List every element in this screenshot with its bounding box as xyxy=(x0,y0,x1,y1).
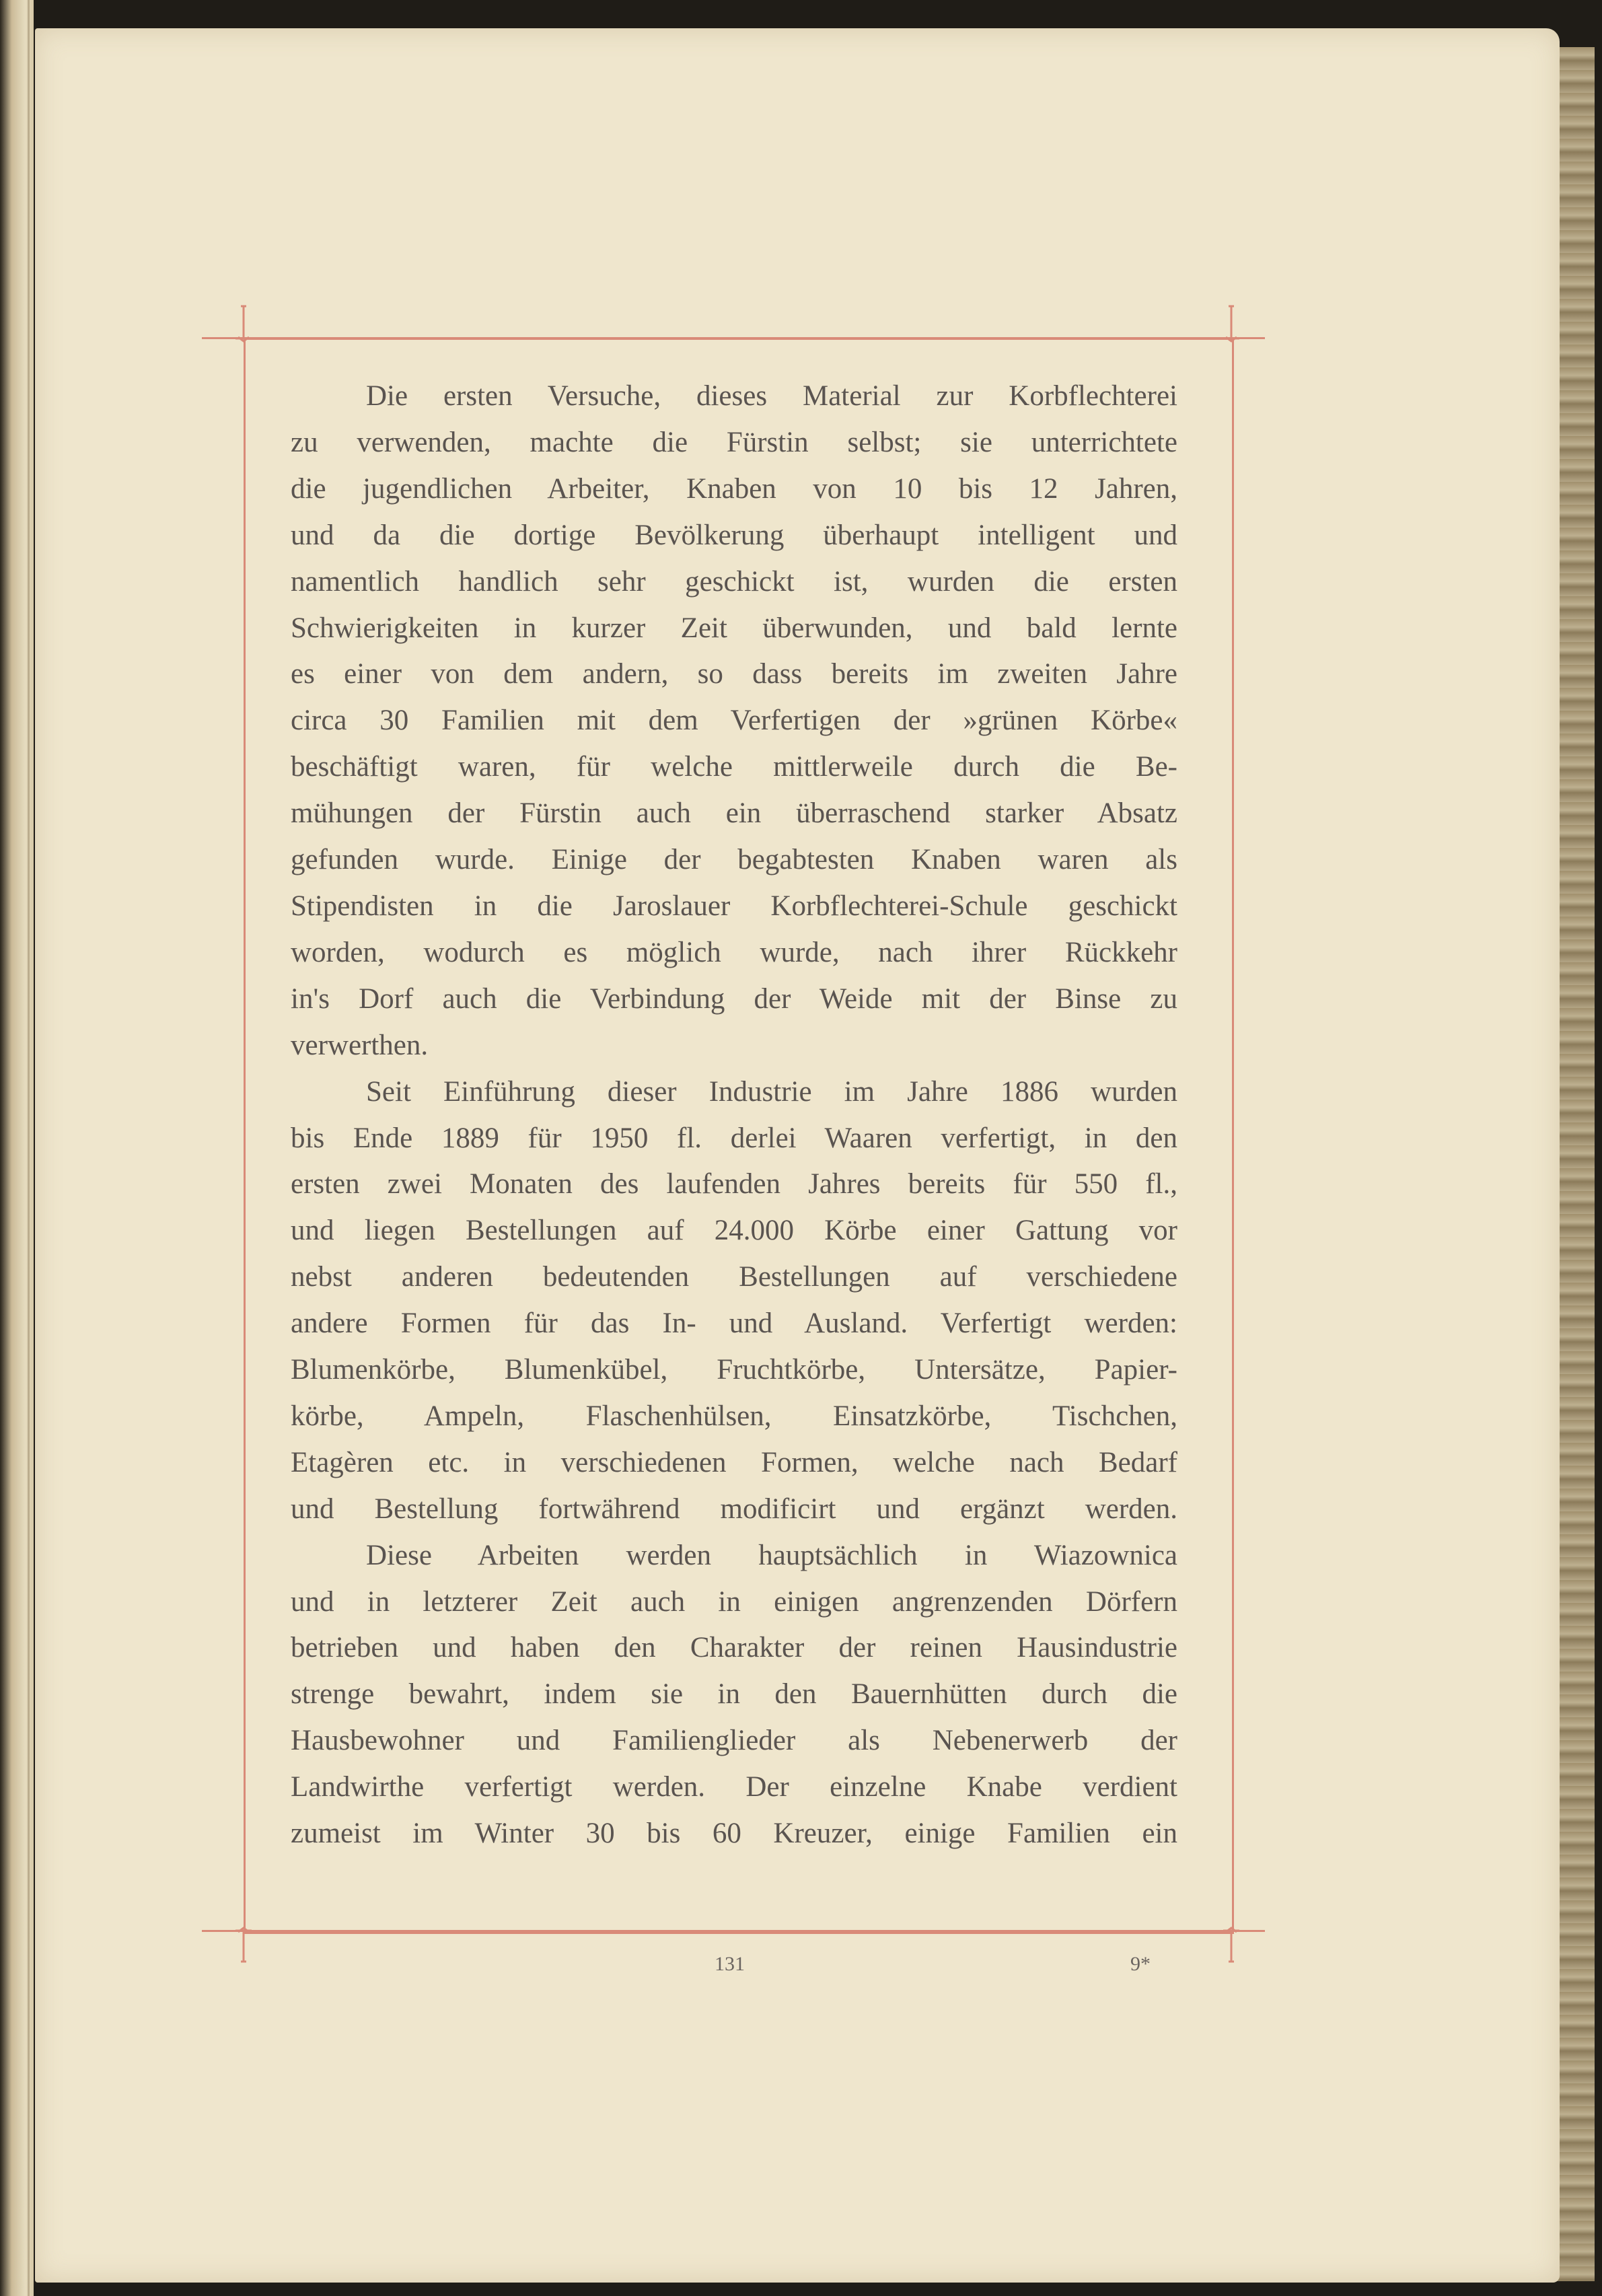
text-line: betrieben und haben den Charakter der reinen Hausindustrie xyxy=(291,1632,1177,1664)
adjacent-page-edge xyxy=(0,0,34,2296)
text-line: worden, wodurch es möglich wurde, nach ihrer Rückkehr xyxy=(291,936,1177,968)
text-line: die jugendlichen Arbeiter, Knaben von 10 bis 12 Jahren, xyxy=(291,472,1177,505)
bottom-border-rule xyxy=(202,1930,1265,1932)
text-line: gefunden wurde. Einige der begabtesten Knaben waren als xyxy=(291,844,1177,876)
text-line: körbe, Ampeln, Flaschenhülsen, Einsatzkörbe, Tischchen, xyxy=(291,1400,1177,1432)
text-line: andere Formen für das In- und Ausland. Verfertigt werden: xyxy=(291,1307,1177,1340)
text-line: Diese Arbeiten werden hauptsächlich in Wiazownica xyxy=(366,1539,1177,1571)
page-number: 131 xyxy=(715,1953,745,1975)
text-line: Etagèren etc. in verschiedenen Formen, welche nach Bedarf xyxy=(291,1446,1177,1478)
text-line: und da die dortige Bevölkerung überhaupt intelligent und xyxy=(291,519,1177,551)
text-line: Hausbewohner und Familienglieder als Nebenerwerb der xyxy=(291,1725,1177,1757)
text-line: Seit Einführung dieser Industrie im Jahre 1886 wurden xyxy=(366,1075,1177,1108)
text-line: Landwirthe verfertigt werden. Der einzelne Knabe verdient xyxy=(291,1771,1177,1803)
text-line: beschäftigt waren, für welche mittlerweile durch die Be- xyxy=(291,751,1177,783)
text-line: nebst anderen bedeutenden Bestellungen auf verschiedene xyxy=(291,1261,1177,1293)
text-line: Schwierigkeiten in kurzer Zeit überwunden, und bald lernte xyxy=(291,612,1177,644)
text-line: namentlich handlich sehr geschickt ist, wurden die ersten xyxy=(291,565,1177,598)
text-line: verwerthen. xyxy=(291,1029,429,1061)
text-line: und Bestellung fortwährend modificirt und ergänzt werden. xyxy=(291,1493,1177,1525)
signature-mark: 9* xyxy=(1130,1953,1151,1975)
body-text xyxy=(291,373,1177,1857)
corner-ornament-bottom-left xyxy=(222,1914,276,1968)
text-line: und liegen Bestellungen auf 24.000 Körbe einer Gattung vor xyxy=(291,1215,1177,1247)
corner-ornament-top-right xyxy=(1204,299,1258,353)
text-line: Stipendisten in die Jaroslauer Korbflechterei-Schule geschickt xyxy=(291,890,1177,922)
top-border-rule xyxy=(202,337,1265,339)
text-line: bis Ende 1889 für 1950 fl. derlei Waaren verfertigt, in den xyxy=(291,1122,1177,1154)
text-line: strenge bewahrt, indem sie in den Bauernhütten durch die xyxy=(291,1678,1177,1711)
text-line: und in letzterer Zeit auch in einigen angrenzenden Dörfern xyxy=(291,1585,1177,1618)
text-line: ersten zwei Monaten des laufenden Jahres bereits für 550 fl., xyxy=(291,1168,1177,1200)
corner-ornament-bottom-right xyxy=(1204,1914,1258,1968)
text-line: zu verwenden, machte die Fürstin selbst; sie unterrichtete xyxy=(291,426,1177,458)
text-line: Blumenkörbe, Blumenkübel, Fruchtkörbe, Untersätze, Papier- xyxy=(291,1354,1177,1386)
corner-ornament-top-left xyxy=(222,299,276,353)
text-line: mühungen der Fürstin auch ein überraschend starker Absatz xyxy=(291,797,1177,830)
text-line: circa 30 Familien mit dem Verfertigen der »grünen Körbe« xyxy=(291,705,1177,737)
text-line: zumeist im Winter 30 bis 60 Kreuzer, einige Familien ein xyxy=(291,1818,1177,1850)
text-line: es einer von dem andern, so dass bereits im zweiten Jahre xyxy=(291,658,1177,690)
text-line: in's Dorf auch die Verbindung der Weide mit der Binse zu xyxy=(291,982,1177,1015)
text-line: Die ersten Versuche, dieses Material zur Korbflechterei xyxy=(366,380,1177,412)
page-stack-edge xyxy=(1554,47,1595,2281)
